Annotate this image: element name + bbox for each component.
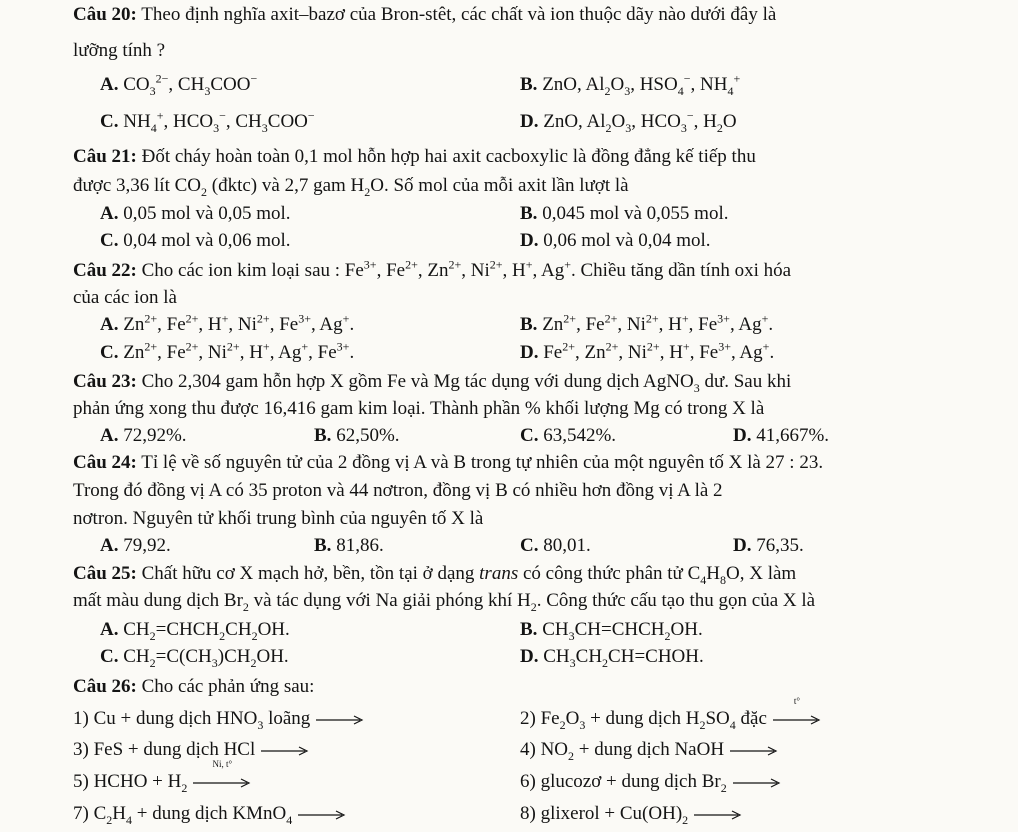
q25-line1: Câu 25: Chất hữu cơ X mạch hở, bền, tồn tại ở dạng trans có công thức phân tử $C_4H_8O$, X làm — [73, 563, 797, 587]
q21-option-a: A. 0,05 mol và 0,05 mol. — [100, 203, 291, 224]
reaction-6: 6) glucozơ + dung dịch $Br_2$ — [520, 770, 781, 794]
q23-line1: Câu 23: Cho 2,304 gam hỗn hợp X gồm Fe và Mg tác dụng với dung dịch AgNO$_3$ dư. Sau khi — [73, 371, 792, 395]
reaction-5-condition: Ni, t° — [212, 758, 233, 769]
reaction-2: 2) $Fe_2O_3$ + dung dịch $H_2SO_4$ đặc t° — [520, 707, 821, 732]
q22-label: Câu 22: — [73, 260, 137, 281]
q21-option-b: B. 0,045 mol và 0,055 mol. — [520, 203, 729, 224]
reaction-4: 4) $NO_2$ + dung dịch NaOH — [520, 738, 778, 762]
q26-line1: Câu 26: Cho các phản ứng sau: — [73, 676, 315, 697]
q21-label: Câu 21: — [73, 146, 137, 167]
q20-text1: Theo định nghĩa axit–bazơ của Bron-stêt, các chất và ion thuộc dãy nào dưới đây là — [136, 4, 777, 25]
q24-line3: nơtron. Nguyên tử khối trung bình của nguyên tố X là — [73, 508, 484, 529]
q20-option-d: D. ZnO, $Al_2O_3$, $HCO_3^-$, $H_2O$ — [520, 108, 737, 135]
q24-line2: Trong đó đồng vị A có 35 proton và 44 nơtron, đồng vị B có nhiều hơn đồng vị A là 2 — [73, 480, 723, 501]
q20-option-c: C. $NH_4^+$, $HCO_3^-$, $CH_3COO^-$ — [100, 108, 315, 135]
arrow-icon — [193, 778, 251, 788]
q20-line2: lưỡng tính ? — [73, 40, 166, 61]
q23-label: Câu 23: — [73, 371, 137, 392]
q24-option-d: D. 76,35. — [733, 535, 804, 556]
q22-option-b: B. $Zn^{2+}$, $Fe^{2+}$, $Ni^{2+}$, H+, $Fe^{3+}$, Ag+. — [520, 311, 774, 335]
arrow-icon — [733, 778, 781, 788]
reaction-7: 7) $C_2H_4$ + dung dịch KMnO$_4$ — [73, 802, 346, 826]
arrow-icon — [773, 715, 821, 725]
q23-option-d: D. 41,667%. — [733, 425, 830, 446]
arrow-icon — [261, 746, 309, 756]
reaction-3: 3) FeS + dung dịch HCl — [73, 738, 309, 762]
arrow-icon — [298, 810, 346, 820]
arrow-icon — [730, 746, 778, 756]
reaction-1: 1) Cu + dung dịch $HNO_3$ loãng — [73, 707, 364, 731]
q20-label: Câu 20: — [73, 4, 137, 25]
q23-line2: phản ứng xong thu được 16,416 gam kim loại. Thành phần % khối lượng Mg có trong X là — [73, 398, 765, 419]
q25-option-b: B. $CH_3CH=CHCH_2OH$. — [520, 619, 703, 643]
arrow-icon — [316, 715, 364, 725]
q24-option-c: C. 80,01. — [520, 535, 591, 556]
reaction-5: 5) HCHO + $H_2$ Ni, t° — [73, 770, 251, 795]
q24-line1: Câu 24: Tỉ lệ về số nguyên tử của 2 đồng vị A và B trong tự nhiên của một nguyên tố X là 27 : 23. — [73, 452, 824, 473]
q22-line2: của các ion là — [73, 287, 177, 308]
q20-option-b: B. ZnO, $Al_2O_3$, $HSO_4^-$, $NH_4^+$ — [520, 71, 741, 98]
q25-option-d: D. $CH_3CH_2CH=CHOH$. — [520, 646, 704, 670]
q22-line1: Câu 22: Cho các ion kim loại sau : $Fe^{3+}$, $Fe^{2+}$, $Zn^{2+}$, $Ni^{2+}$, H+, Ag+. Chiều tăng dần tính oxi hóa — [73, 257, 792, 281]
q21-line1: Câu 21: Đốt cháy hoàn toàn 0,1 mol hỗn hợp hai axit cacboxylic là đồng đẳng kế tiếp thu — [73, 146, 756, 167]
q20-option-a: A. $CO_3^{2-}$, $CH_3COO^-$ — [100, 71, 258, 98]
q24-option-b: B. 81,86. — [314, 535, 384, 556]
q25-option-a: A. $CH_2=CHCH_2CH_2OH$. — [100, 619, 290, 643]
q25-line2: mất màu dung dịch $Br_2$ và tác dụng với Na giải phóng khí $H_2$. Công thức cấu tạo thu gọn của X là — [73, 590, 816, 614]
reaction-2-condition: t° — [793, 695, 800, 706]
q20-line1 — [73, 3, 776, 27]
q23-option-b: B. 62,50%. — [314, 425, 400, 446]
q26-label: Câu 26: — [73, 676, 137, 697]
reaction-8: 8) glixerol + $Cu(OH)_2$ — [520, 802, 742, 826]
q25-label: Câu 25: — [73, 563, 137, 584]
arrow-icon — [694, 810, 742, 820]
q22-option-c: C. $Zn^{2+}$, $Fe^{2+}$, $Ni^{2+}$, H+, Ag+, $Fe^{3+}$. — [100, 339, 355, 363]
q21-option-c: C. 0,04 mol và 0,06 mol. — [100, 230, 291, 251]
q22-option-d: D. $Fe^{2+}$, $Zn^{2+}$, $Ni^{2+}$, H+, $Fe^{3+}$, Ag+. — [520, 339, 775, 363]
q22-option-a: A. $Zn^{2+}$, $Fe^{2+}$, H+, $Ni^{2+}$, $Fe^{3+}$, Ag+. — [100, 311, 355, 335]
q21-line2: được 3,36 lít $CO_2$ (đktc) và 2,7 gam $H_2O$. Số mol của mỗi axit lần lượt là — [73, 175, 629, 199]
q23-option-a: A. 72,92%. — [100, 425, 187, 446]
q25-option-c: C. $CH_2=C(CH_3)CH_2OH$. — [100, 646, 289, 670]
q24-label: Câu 24: — [73, 452, 137, 473]
q21-option-d: D. 0,06 mol và 0,04 mol. — [520, 230, 711, 251]
q23-option-c: C. 63,542%. — [520, 425, 617, 446]
q24-option-a: A. 79,92. — [100, 535, 171, 556]
